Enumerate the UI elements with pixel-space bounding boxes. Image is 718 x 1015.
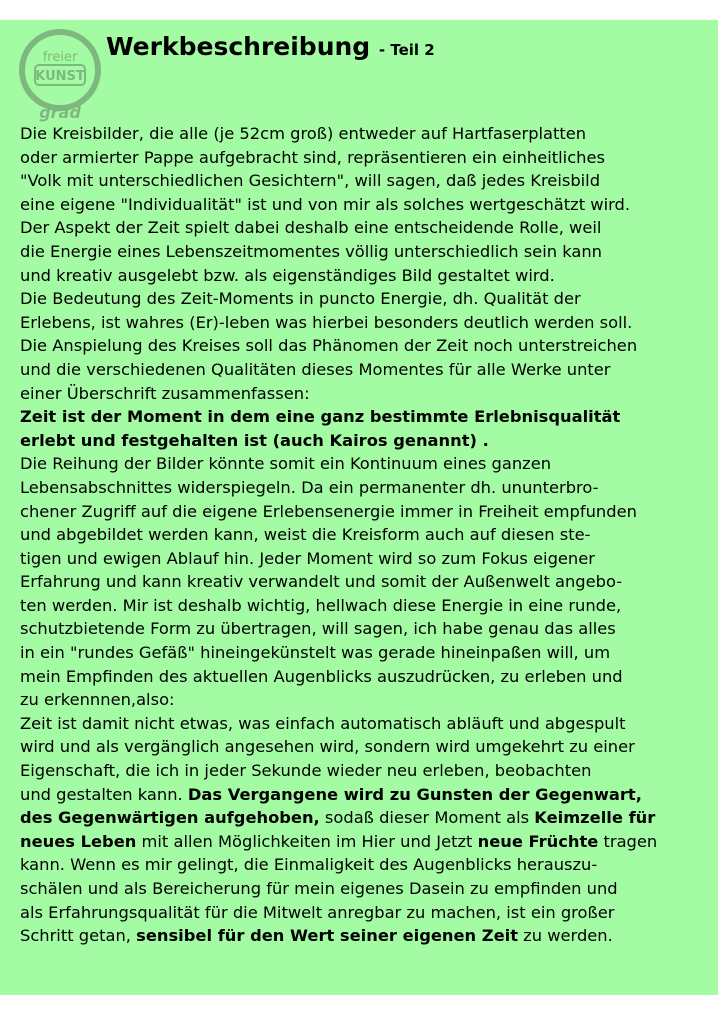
logo-text-grad: grad [39,103,81,122]
text-segment: und abgebildet werden kann, weist die Kreisform auch auf diesen ste- [20,525,591,545]
text-line [20,924,704,948]
text-line [20,665,704,689]
text-segment: eine eigene "Individualität" ist und von mir als solches wertgeschätzt wird. [20,194,631,214]
bold-text-segment: neue Früchte [477,831,599,851]
description-text [20,122,704,948]
text-segment: Die Anspielung des Kreises soll das Phänomen der Zeit noch unterstreichen [20,336,638,356]
text-line [20,405,704,429]
text-segment: zu erkennnen,also: [20,690,175,710]
bold-text-segment: des Gegenwärtigen aufgehoben, [20,808,320,828]
text-segment: und die verschiedenen Qualitäten dieses Momentes für alle Werke unter [20,359,611,379]
logo-text-kunst: KUNST [35,69,85,84]
text-segment: kann. Wenn es mir gelingt, die Einmaligkeit des Augenblicks herauszu- [20,855,598,875]
text-line [20,783,704,807]
text-line [20,712,704,736]
text-line [20,169,704,193]
title-main: Werkbeschreibung [106,32,371,61]
text-line [20,382,704,406]
text-segment: Lebensabschnittes widerspiegeln. Da ein permanenter dh. ununterbro- [20,477,599,497]
text-line [20,688,704,712]
bold-text-segment: neues Leben [20,831,137,851]
text-line [20,901,704,925]
bold-text-segment: sensibel für den Wert seiner eigenen Zeit [136,926,518,946]
text-segment: ten werden. Mir ist deshalb wichtig, hellwach diese Energie in eine runde, [20,595,622,615]
text-line [20,264,704,288]
text-segment: Erfahrung und kann kreativ verwandelt und somit der Außenwelt angebo- [20,572,623,592]
text-segment: Zeit ist damit nicht etwas, was einfach automatisch abläuft und abgespult [20,713,626,733]
text-line [20,735,704,759]
text-line [20,122,704,146]
text-line [20,594,704,618]
text-line [20,806,704,830]
page-title [106,32,435,61]
text-line [20,476,704,500]
text-line [20,240,704,264]
text-segment: schälen und als Bereicherung für mein eigenes Dasein zu empfinden und [20,879,618,898]
text-segment: Erlebens, ist wahres (Er)-leben was hierbei besonders deutlich werden soll. [20,312,633,332]
text-segment: Die Reihung der Bilder könnte somit ein Kontinuum eines ganzen [20,454,552,474]
text-segment: "Volk mit unterschiedlichen Gesichtern", will sagen, daß jedes Kreisbild [20,171,601,191]
text-segment: Der Aspekt der Zeit spielt dabei deshalb eine entscheidende Rolle, weil [20,218,602,238]
text-line [20,759,704,783]
bold-text-segment: erlebt und festgehalten ist (auch Kairos genannt) . [20,430,489,450]
text-line [20,452,704,476]
text-segment: mein Empfinden des aktuellen Augenblicks auszudrücken, zu erleben und [20,666,623,686]
text-segment: zu werden. [518,926,613,946]
text-line [20,830,704,854]
text-line [20,877,704,901]
text-line [20,358,704,382]
text-line [20,523,704,547]
text-line [20,570,704,594]
text-line [20,334,704,358]
text-segment: tragen [598,831,658,851]
text-line [20,311,704,335]
text-segment: und kreativ ausgelebt bzw. als eigenständiges Bild gestaltet wird. [20,265,555,285]
text-segment: und gestalten kann. [20,784,188,804]
text-segment: als Erfahrungsqualität für die Mitwelt anregbar zu machen, ist ein großer [20,902,615,922]
text-segment: in ein "rundes Gefäß" hineingekünstelt was gerade hineinpaßen will, um [20,643,611,663]
text-segment: sodaß dieser Moment als [319,808,535,828]
text-segment: die Energie eines Lebenszeitmomentes völlig unterschiedlich sein kann [20,241,602,261]
text-segment: Die Bedeutung des Zeit-Moments in puncto Energie, dh. Qualität der [20,289,581,309]
text-segment: Die Kreisbilder, die alle (je 52cm groß) entweder auf Hartfaserplatten [20,124,587,143]
text-segment: mit allen Möglichkeiten im Hier und Jetzt [136,831,478,851]
bold-text-segment: Keimzelle für [534,808,656,828]
text-segment: tigen und ewigen Ablauf hin. Jeder Moment wird so zum Fokus eigener [20,548,595,568]
text-segment: wird und als vergänglich angesehen wird, sondern wird umgekehrt zu einer [20,737,635,757]
title-subtitle: - Teil 2 [378,41,435,59]
text-line [20,146,704,170]
page [0,20,718,995]
text-segment: einer Überschrift zusammenfassen: [20,383,310,403]
text-line [20,853,704,877]
freier-kunstgrad-logo [18,28,104,124]
text-line [20,287,704,311]
text-line [20,193,704,217]
text-segment: schutzbietende Form zu übertragen, will sagen, ich habe genau das alles [20,619,616,639]
text-segment: oder armierter Pappe aufgebracht sind, repräsentieren ein einheitliches [20,147,605,167]
text-line [20,617,704,641]
bold-text-segment: Das Vergangene wird zu Gunsten der Gegenwart, [187,784,642,804]
text-line [20,547,704,571]
text-line [20,641,704,665]
logo-text-freier: freier [42,50,78,65]
text-line [20,500,704,524]
text-segment: chener Zugriff auf die eigene Erlebensenergie immer in Freiheit empfunden [20,501,637,521]
bold-text-segment: Zeit ist der Moment in dem eine ganz bestimmte Erlebnisqualität [20,407,621,427]
text-segment: Schritt getan, [20,926,137,946]
text-line [20,429,704,453]
text-line [20,216,704,240]
text-segment: Eigenschaft, die ich in jeder Sekunde wieder neu erleben, beobachten [20,761,592,781]
